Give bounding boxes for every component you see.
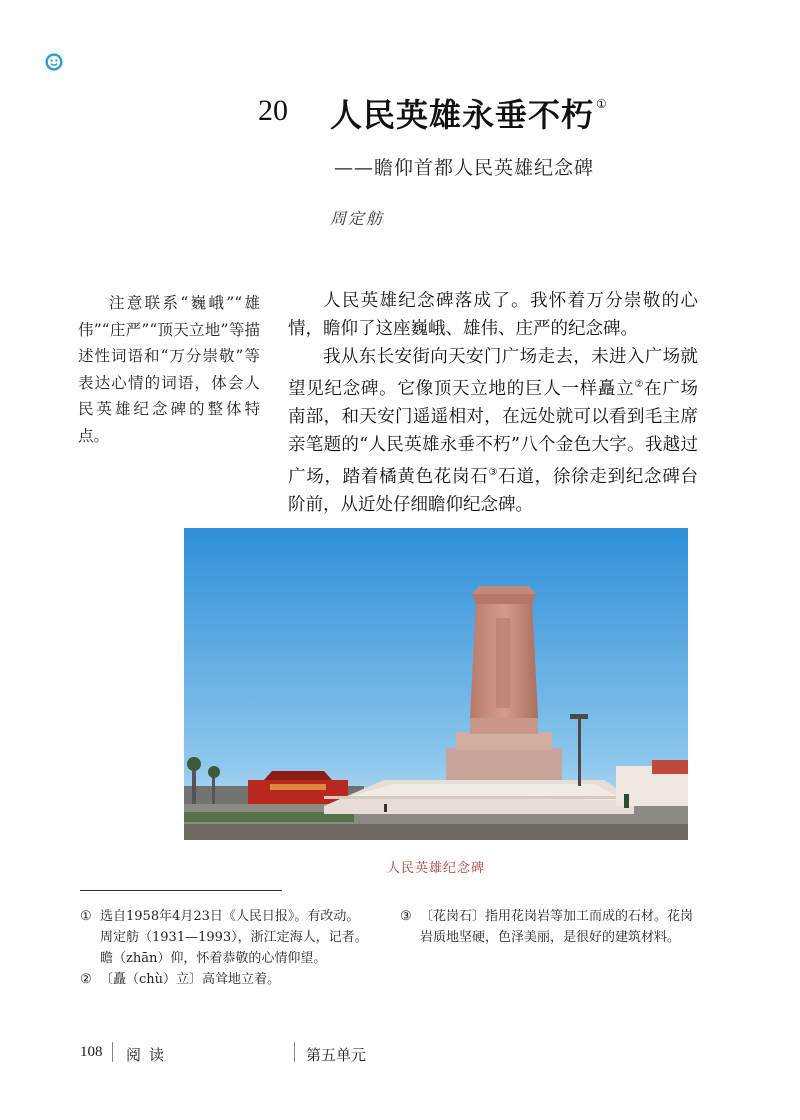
footnote-2 bbox=[80, 969, 380, 990]
footnote-1-line-2: 周定舫（1931—1993），浙江定海人，记者。 bbox=[100, 930, 368, 945]
monument-photo bbox=[184, 528, 688, 840]
lesson-number: 20 bbox=[258, 94, 288, 127]
paragraph-2-text-a: 我从东长安街向天安门广场走去，未进入广场就望见纪念碑。它像顶天立地的巨人一样矗立 bbox=[288, 347, 698, 399]
footnote-1 bbox=[80, 906, 380, 969]
footer-section: 阅读 bbox=[126, 1046, 173, 1064]
paragraph-2 bbox=[288, 343, 698, 519]
article-body bbox=[288, 287, 698, 519]
page-number: 108 bbox=[80, 1044, 103, 1060]
footnote-1-line-3: 瞻（zhān）仰，怀着恭敬的心情仰望。 bbox=[100, 951, 327, 966]
footnote-2-mark: ② bbox=[80, 972, 92, 987]
paragraph-2-text-c: 石道，徐徐走到纪念碑台阶前，从近处仔细瞻仰纪念碑。 bbox=[288, 466, 699, 515]
monument-photo-illustration bbox=[184, 528, 688, 840]
paragraph-2-text-b: 在广场南部，和天安门遥遥相对，在远处就可以看到毛主席亲笔题的“人民英雄永垂不朽”八个金色大字。我越过广场，踏着橘黄色花岗石 bbox=[288, 378, 699, 487]
footnote-ref-2[interactable]: ② bbox=[634, 379, 645, 390]
footnote-3-body: 〔花岗石〕指用花岗岩等加工而成的石材。花岗岩质地坚硬，色泽美丽，是很好的建筑材料。 bbox=[420, 909, 694, 945]
lesson-title bbox=[330, 90, 608, 136]
footnote-1-line-1: 选自1958年4月23日《人民日报》。有改动。 bbox=[100, 909, 360, 924]
reading-tip: 注意联系“巍峨”“雄伟”“庄严”“顶天立地”等描述性词语和“万分崇敬”等表达心情的词语，体会人民英雄纪念碑的整体特点。 bbox=[78, 294, 260, 445]
footnote-divider bbox=[80, 890, 282, 891]
footnote-ref-3[interactable]: ③ bbox=[488, 466, 499, 478]
footnote-3-mark: ③ bbox=[400, 909, 412, 924]
author-name: 周定舫 bbox=[330, 209, 385, 228]
footnote-2-body: 〔矗（chù）立〕高耸地立着。 bbox=[100, 972, 281, 987]
footnote-1-mark: ① bbox=[80, 909, 92, 924]
footer-unit: 第五单元 bbox=[306, 1046, 367, 1064]
photo-caption: 人民英雄纪念碑 bbox=[386, 861, 485, 876]
lesson-title-text: 人民英雄永垂不朽 bbox=[330, 96, 595, 134]
footnote-ref-1[interactable]: ① bbox=[596, 97, 608, 112]
footnotes-left bbox=[80, 906, 380, 990]
footnotes-right bbox=[400, 906, 700, 948]
footnote-3 bbox=[400, 906, 700, 948]
footer-divider-2 bbox=[294, 1042, 295, 1062]
smiley-icon bbox=[44, 52, 64, 72]
paragraph-1: 人民英雄纪念碑落成了。我怀着万分崇敬的心情，瞻仰了这座巍峨、雄伟、庄严的纪念碑。 bbox=[288, 291, 698, 339]
footer-divider-1 bbox=[112, 1042, 113, 1062]
footnote-1-body bbox=[100, 906, 380, 969]
lesson-subtitle: ——瞻仰首都人民英雄纪念碑 bbox=[334, 157, 595, 179]
